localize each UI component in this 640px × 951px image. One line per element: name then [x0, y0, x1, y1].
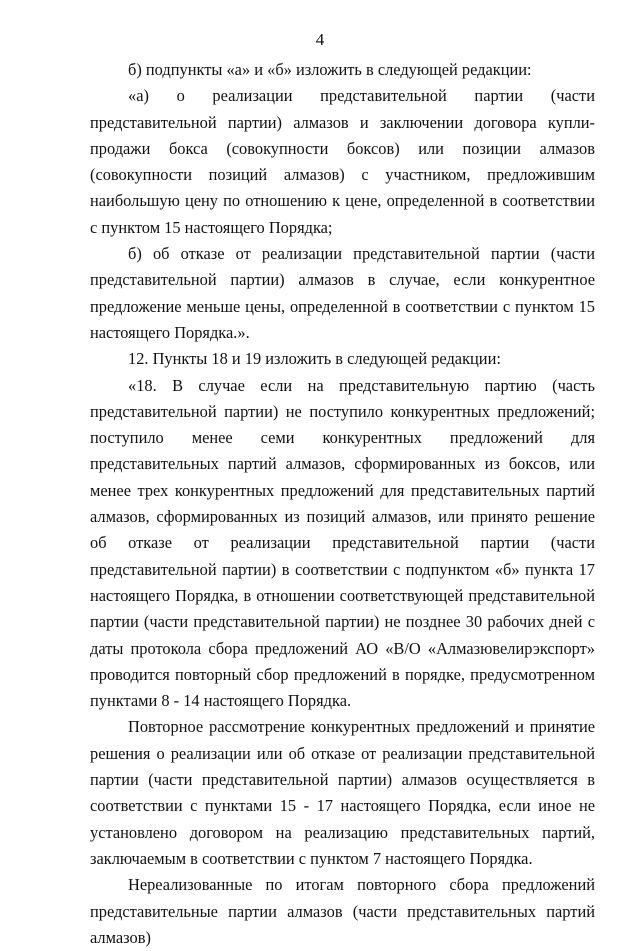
page-number: 4	[315, 30, 325, 49]
paragraph-unsold-parties: Нереализованные по итогам повторного сбора предложений представительные партии алмазов (части представительных партий алмазов)	[90, 875, 595, 947]
document-body	[90, 57, 595, 951]
paragraph-subitem-a: «а) о реализации представительной партии (части представительной партии) алмазов и заключении договора купли-продажи бокса (совокупности боксов) или позиции алмазов (совокупности позиций алмазов) с участником, предложившим наибольшую цену по отношению к цене, определенной в соответствии с пунктом 15 настоящего Порядка;	[90, 86, 595, 237]
paragraph-item-18: «18. В случае если на представительную партию (часть представительной партии) не поступило конкурентных предложений; поступило менее семи конкурентных предложений для представительных партий алмазов, сформированных из боксов, или менее трех конкурентных предложений для представительных партий алмазов, сформированных из позиций алмазов, или принято решение об отказе от реализации представительной партии (части представительной партии) в соответствии с подпунктом «б» пункта 17 настоящего Порядка, в отношении соответствующей представительной партии (части представительной партии) не позднее 30 рабочих дней с даты протокола сбора предложений АО «В/О «Алмазювелирэкспорт» проводится повторный сбор предложений в порядке, предусмотренном пунктами 8 - 14 настоящего Порядка.	[90, 375, 595, 711]
paragraph-item-12: 12. Пункты 18 и 19 изложить в следующей редакции:	[128, 349, 501, 369]
paragraph-subitem-b: б) об отказе от реализации представительной партии (части представительной партии) алмазов в случае, если конкурентное предложение меньше цены, определенной в соответствии с пунктом 15 настоящего Порядка.».	[90, 244, 595, 342]
paragraph-repeat-review: Повторное рассмотрение конкурентных предложений и принятие решения о реализации или об отказе от реализации представительной партии (части представительной партии) алмазов осуществляется в соответствии с пунктами 15 - 17 настоящего Порядка, если иное не установлено договором на реализацию представительных партий, заключаемым в соответствии с пунктом 7 настоящего Порядка.	[90, 717, 595, 868]
paragraph-amendment-b: б) подпункты «а» и «б» изложить в следующей редакции:	[128, 60, 532, 79]
